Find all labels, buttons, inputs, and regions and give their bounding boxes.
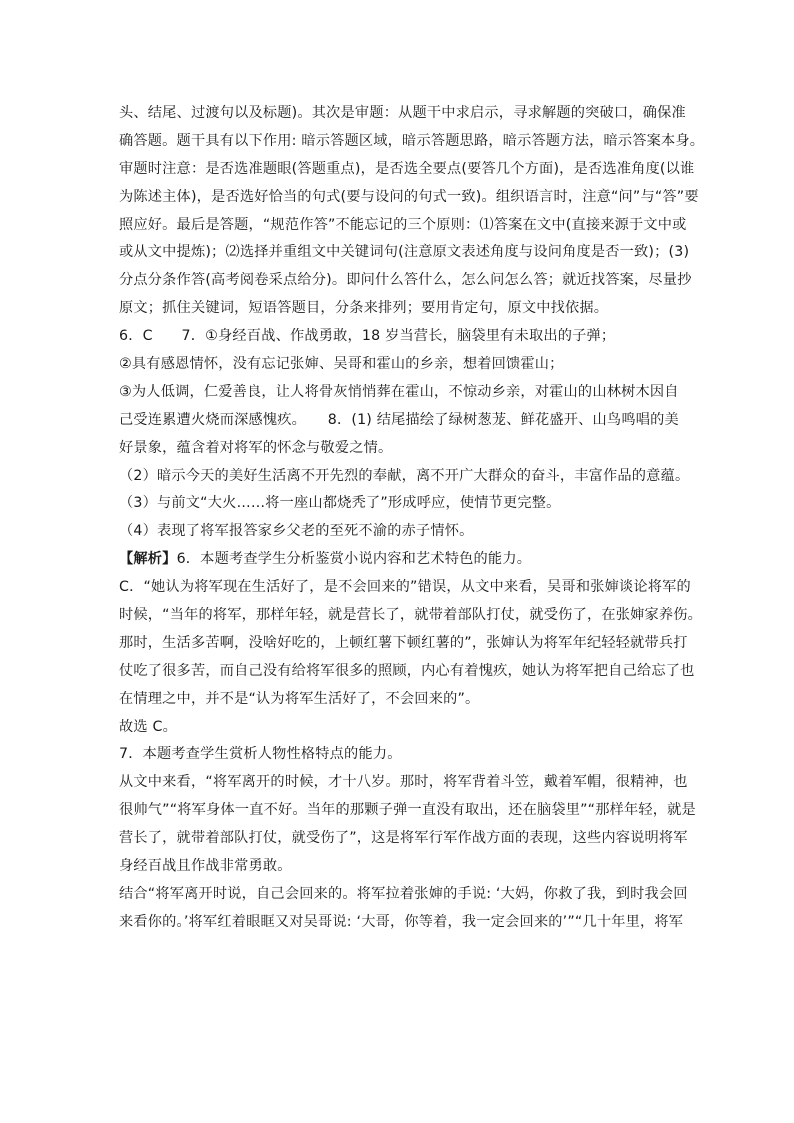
text-line: 审题时注意：是否选准题眼(答题重点)，是否选全要点(要答几个方面)，是否选准角度(以谁 — [119, 160, 695, 177]
text-line: 营长了，就带着部队打仗，就受伤了”，这是将军行军作战方面的表现，这些内容说明将军 — [119, 830, 688, 847]
text-line: 结合“将军离开时说，自己会回来的。将军拉着张婶的手说: ‘大妈，你救了我，到时我会回 — [119, 885, 688, 902]
text-line: C．“她认为将军现在生活好了，是不会回来的”错误，从文中来看，吴哥和张婶谈论将军的 — [119, 579, 691, 596]
text-line: 好景象，蕴含着对将军的怀念与敬爱之情。 — [119, 439, 393, 456]
text-line: 从文中来看，“将军离开的时候，才十八岁。那时，将军背着斗笠，戴着军帽，很精神，也 — [119, 774, 688, 791]
text-line: 来看你的。’将军红着眼眶又对吴哥说: ‘大哥，你等着，我一定会回来的’”“几十年里，将军 — [119, 913, 684, 930]
text-line: 头、结尾、过渡句以及标题)。其次是审题：从题干中求启示，寻求解题的突破口，确保准 — [119, 105, 686, 121]
text-line: 照应好。最后是答题，“规范作答”不能忘记的三个原则：⑴答案在文中(直接来源于文中或 — [119, 216, 687, 233]
text-line: 或从文中提炼)；⑵选择并重组文中关键词句(注意原文表述角度与设问角度是否一致)；(3) — [119, 244, 690, 261]
text-line: （4）表现了将军报答家乡父老的至死不渝的赤子情怀。 — [119, 523, 474, 540]
text-line: 时候，“当年的将军，那样年轻，就是营长了，就带着部队打仗，就受伤了，在张婶家养伤。 — [119, 607, 703, 624]
text-line: 仗吃了很多苦，而自己没有给将军很多的照顾，内心有着愧疚，她认为将军把自己给忘了也 — [119, 662, 695, 679]
text-line: 那时，生活多苦啊，没啥好吃的，上顿红薯下顿红薯的”，张婶认为将军年纪轻轻就带兵打 — [119, 634, 688, 651]
analysis-heading-text: 6．本题考查学生分析鉴赏小说内容和艺术特色的能力。 — [176, 551, 532, 568]
text-line: （2）暗示今天的美好生活离不开先烈的奉献，离不开广大群众的奋斗，丰富作品的意蕴。 — [119, 467, 690, 484]
text-line: 为陈述主体)，是否选好恰当的句式(要与设问的句式一致)。组织语言时，注意“问”与“答”要 — [119, 188, 699, 205]
answer-line-6-7: 6．C 7．①身经百战、作战勇敢，18 岁当营长，脑袋里有未取出的子弹； — [119, 328, 616, 345]
text-line: 分点分条作答(高考阅卷采点给分)。即问什么答什么，怎么问怎么答；就近找答案，尽量抄 — [119, 272, 692, 289]
text-line: 身经百战且作战非常勇敢。 — [119, 858, 292, 875]
text-line: 原文；抓住关键词，短语答题目，分条来排列；要用肯定句，原文中找依据。 — [119, 300, 609, 317]
answer-text-block — [119, 100, 705, 937]
text-line: 很帅气”“将军身体一直不好。当年的那颗子弹一直没有取出，还在脑袋里”“那样年轻，就是 — [119, 802, 696, 819]
analysis-heading-line — [119, 546, 699, 574]
text-line: ③为人低调，仁爱善良，让人将骨灰悄悄葬在霍山，不惊动乡亲，对霍山的山林树木因自 — [119, 383, 679, 400]
text-line: （3）与前文“大火……将一座山都烧秃了”形成呼应，使情节更完整。 — [119, 495, 561, 512]
answer-line-8: 己受连累遭火烧而深感愧疚。 8．(1) 结尾描绘了绿树葱茏、鲜花盛开、山鸟鸣唱的美 — [119, 411, 679, 428]
text-line: 故选 C。 — [119, 718, 177, 735]
text-line: ②具有感恩情怀，没有忘记张婶、吴哥和霍山的乡亲，想着回馈霍山； — [119, 356, 564, 373]
text-line: 在情理之中，并不是“认为将军生活好了，不会回来的”。 — [119, 690, 480, 707]
analysis-label: 【解析】 — [119, 551, 177, 568]
text-line: 确答题。题干具有以下作用: 暗示答题区域，暗示答题思路，暗示答题方法，暗示答案本身。 — [119, 132, 705, 149]
text-line: 7．本题考查学生赏析人物性格特点的能力。 — [119, 746, 402, 763]
